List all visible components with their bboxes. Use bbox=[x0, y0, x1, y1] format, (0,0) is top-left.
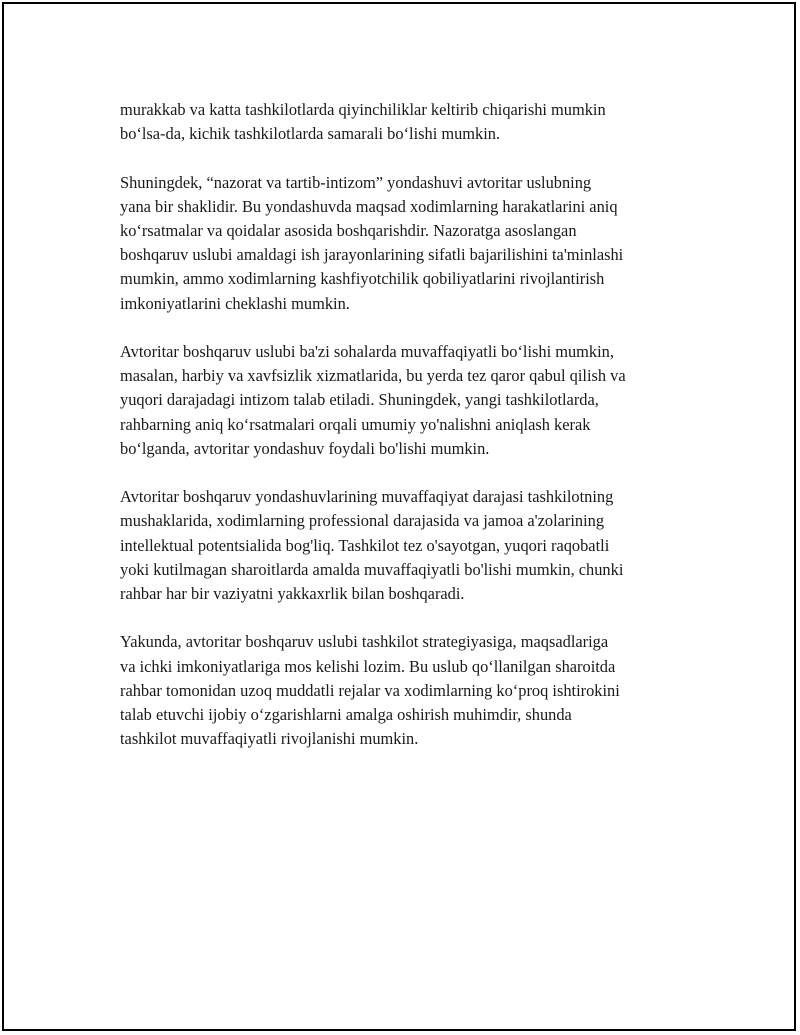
text-line: masalan, harbiy va xavfsizlik xizmatlarida, bu yerda tez qaror qabul qilish va bbox=[120, 366, 626, 386]
text-line: Yakunda, avtoritar boshqaruv uslubi tashkilot strategiyasiga, maqsadlariga bbox=[120, 632, 609, 652]
paragraph bbox=[120, 630, 700, 751]
text-line: yana bir shaklidir. Bu yondashuvda maqsad xodimlarning harakatlarini aniq bbox=[120, 196, 618, 216]
text-line: yuqori darajadagi intizom talab etiladi. Shuningdek, yangi tashkilotlarda, bbox=[120, 390, 599, 410]
text-line: talab etuvchi ijobiy o‘zgarishlarni amalga oshirish muhimdir, shunda bbox=[120, 705, 572, 725]
text-line: va ichki imkoniyatlariga mos kelishi lozim. Bu uslub qo‘llanilgan sharoitda bbox=[120, 656, 616, 676]
text-line: imkoniyatlarini cheklashi mumkin. bbox=[120, 293, 350, 313]
text-line: rahbar har bir vaziyatni yakkaxrlik bilan boshqaradi. bbox=[120, 584, 465, 604]
document-page bbox=[2, 2, 796, 1031]
text-line: mushaklarida, xodimlarning professional darajasida va jamoa a'zolarining bbox=[120, 511, 605, 531]
text-line: Avtoritar boshqaruv uslubi ba'zi sohalarda muvaffaqiyatli bo‘lishi mumkin, bbox=[120, 342, 614, 361]
paragraph bbox=[120, 98, 700, 146]
text-line: boshqaruv uslubi amaldagi ish jarayonlarining sifatli bajarilishini ta'minlashi bbox=[120, 245, 624, 265]
text-line: Avtoritar boshqaruv yondashuvlarining muvaffaqiyat darajasi tashkilotning bbox=[120, 487, 614, 507]
paragraph bbox=[120, 171, 700, 316]
text-line: rahbar tomonidan uzoq muddatli rejalar va xodimlarning ko‘proq ishtirokini bbox=[120, 680, 620, 700]
text-line: intellektual potentsialida bog'liq. Tashkilot tez o'sayotgan, yuqori raqobatli bbox=[120, 535, 610, 555]
paragraph bbox=[120, 485, 700, 606]
text-line: tashkilot muvaffaqiyatli rivojlanishi mumkin. bbox=[120, 729, 419, 749]
text-line: Shuningdek, “nazorat va tartib-intizom” yondashuvi avtoritar uslubning bbox=[120, 172, 592, 192]
text-line: yoki kutilmagan sharoitlarda amalda muvaffaqiyatli bo'lishi mumkin, chunki bbox=[120, 559, 624, 579]
text-line: mumkin, ammo xodimlarning kashfiyotchilik qobiliyatlarini rivojlantirish bbox=[120, 269, 605, 289]
text-line: bo‘lganda, avtoritar yondashuv foydali bo'lishi mumkin. bbox=[120, 438, 490, 458]
text-line: bo‘lsa-da, kichik tashkilotlarda samarali bo‘lishi mumkin. bbox=[120, 124, 501, 144]
text-line: ko‘rsatmalar va qoidalar asosida boshqarishdir. Nazoratga asoslangan bbox=[120, 221, 577, 240]
paragraph bbox=[120, 340, 700, 461]
text-line: rahbarning aniq ko‘rsatmalari orqali umumiy yo'nalishni aniqlash kerak bbox=[120, 414, 591, 434]
document-body bbox=[120, 98, 700, 776]
text-line: murakkab va katta tashkilotlarda qiyinchiliklar keltirib chiqarishi mumkin bbox=[120, 100, 606, 119]
